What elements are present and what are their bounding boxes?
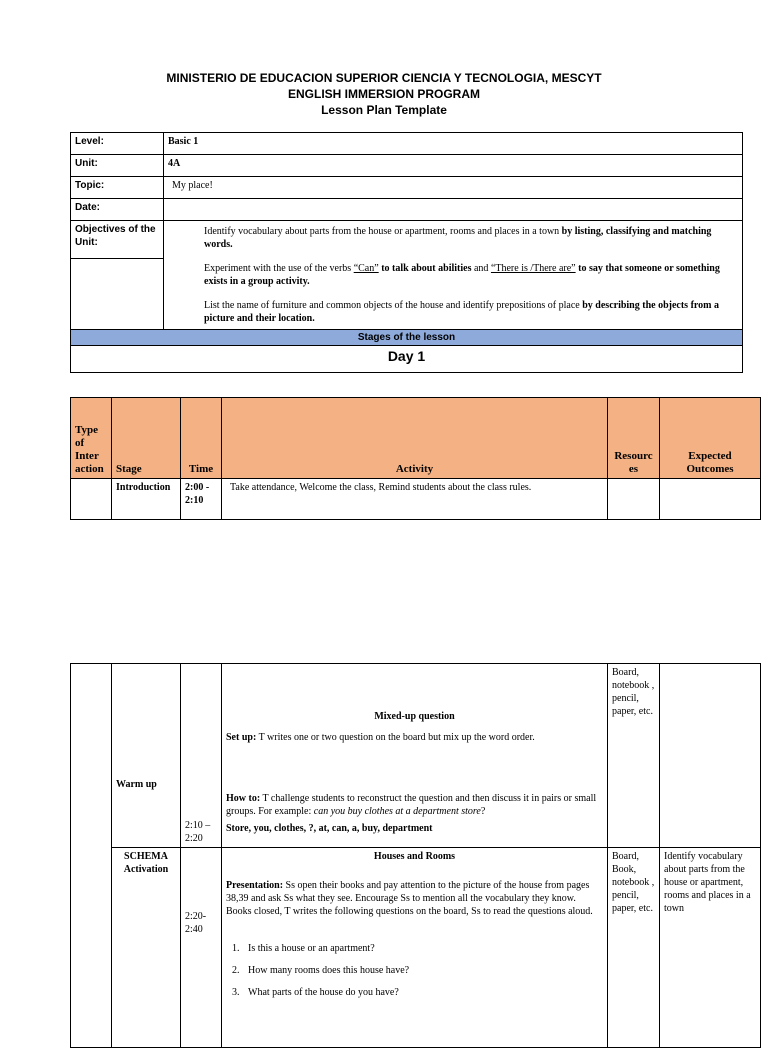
objectives-list (164, 221, 743, 330)
howto-text (226, 792, 603, 818)
header-resources: Resourc es (608, 398, 660, 479)
lesson-activities-table (70, 663, 761, 1048)
topic-label: Topic: (71, 177, 164, 199)
topic-value: My place! (164, 177, 743, 199)
day-schedule-table (70, 397, 761, 520)
level-value: Basic 1 (164, 133, 743, 155)
time-cell: 2:00 - 2:10 (181, 479, 222, 520)
howto-label: How to: (226, 793, 261, 804)
presentation-body: Ss open their books and pay attention to the picture of the house from pages 38,39 and ask Ss what they see. Encourage Ss to mention all the vocabulary they know. Books closed, T writes the following questions on the board, Ss to read the questions aloud. (226, 880, 593, 917)
table-row (71, 848, 761, 1048)
interaction-cell (71, 664, 112, 1048)
stage-cell: Introduction (112, 479, 181, 520)
stage-cell: Warm up (112, 664, 181, 848)
objectives-label-cell (71, 221, 164, 330)
time-cell: 2:20- 2:40 (181, 848, 222, 1048)
resources-cell: Board, Book, notebook , pencil, paper, etc. (608, 848, 660, 1048)
presentation-label: Presentation: (226, 880, 284, 891)
resources-cell (608, 479, 660, 520)
header-activity: Activity (222, 398, 608, 479)
activity-title: Mixed-up question (374, 711, 455, 722)
objective-method: to talk about abilities (378, 263, 472, 274)
unit-value: 4A (164, 155, 743, 177)
objective-text: and (471, 263, 491, 274)
objective-method: by describing the objects from a picture and their location. (204, 300, 719, 324)
resources-cell: Board, notebook , pencil, paper, etc. (608, 664, 660, 848)
scrambled-question: Store, you, clothes, ?, at, can, a, buy, department (226, 823, 433, 834)
howto-example: can you buy clothes at a department store (313, 806, 481, 817)
header-expected-outcomes: Expected Outcomes (660, 398, 761, 479)
setup-body: T writes one or two question on the board but mix up the word order. (256, 732, 535, 743)
outcomes-cell (660, 479, 761, 520)
objective-verb-can: “Can” (353, 263, 379, 274)
presentation-text (226, 879, 603, 918)
activity-title: Houses and Rooms (373, 851, 456, 862)
objective-item (168, 262, 738, 288)
header-type-of-interaction: Type of Inter action (71, 398, 112, 479)
objective-item (168, 299, 738, 325)
level-label: Level: (71, 133, 164, 155)
table-row (71, 664, 761, 848)
lesson-info-table (70, 132, 743, 373)
unit-label: Unit: (71, 155, 164, 177)
stages-banner: Stages of the lesson (71, 330, 743, 346)
objective-method: to say that someone or something exists in a group activity. (204, 263, 720, 287)
header-time: Time (181, 398, 222, 479)
objective-text: Experiment with the use of the verbs (204, 263, 354, 274)
outcomes-cell (660, 664, 761, 848)
objective-method: by listing, classifying and matching words. (204, 226, 712, 250)
activity-cell: Take attendance, Welcome the class, Remind students about the class rules. (222, 479, 608, 520)
outcomes-cell: Identify vocabulary about parts from the house or apartment, rooms and places in a town (660, 848, 761, 1048)
document-header (0, 70, 768, 118)
table-row (71, 479, 761, 520)
bullet-box-icon (186, 299, 196, 325)
setup-label: Set up: (226, 732, 257, 743)
question-list (226, 942, 603, 999)
header-program: ENGLISH IMMERSION PROGRAM (287, 87, 480, 101)
bullet-box-icon (186, 225, 196, 251)
date-value (164, 199, 743, 221)
objectives-label: Objectives of the Unit: (71, 221, 163, 259)
howto-end: ? (480, 806, 486, 817)
interaction-cell (71, 479, 112, 520)
header-template-title: Lesson Plan Template (321, 103, 447, 117)
time-cell: 2:10 – 2:20 (181, 664, 222, 848)
setup-text (226, 731, 603, 744)
bullet-box-icon (186, 262, 196, 288)
activity-cell (222, 664, 608, 848)
list-item: 3. What parts of the house do you have? (242, 986, 603, 999)
objective-verb-there-is: “There is /There are” (490, 263, 576, 274)
stage-cell: SCHEMA Activation (112, 848, 181, 1048)
header-ministry: MINISTERIO DE EDUCACION SUPERIOR CIENCIA Y TECNOLOGIA, MESCYT (166, 71, 602, 85)
objective-item (168, 225, 738, 251)
list-item: 1. Is this a house or an apartment? (242, 942, 603, 955)
objective-text: Identify vocabulary about parts from the house or apartment, rooms and places in a town (204, 226, 562, 237)
header-stage: Stage (112, 398, 181, 479)
objective-text: List the name of furniture and common objects of the house and identify prepositions of place (204, 300, 583, 311)
date-label: Date: (71, 199, 164, 221)
day-title: Day 1 (71, 346, 743, 373)
howto-body: T challenge students to reconstruct the question and then discuss it in pairs or small groups. For example: (226, 793, 597, 817)
activity-cell (222, 848, 608, 1048)
list-item: 2. How many rooms does this house have? (242, 964, 603, 977)
